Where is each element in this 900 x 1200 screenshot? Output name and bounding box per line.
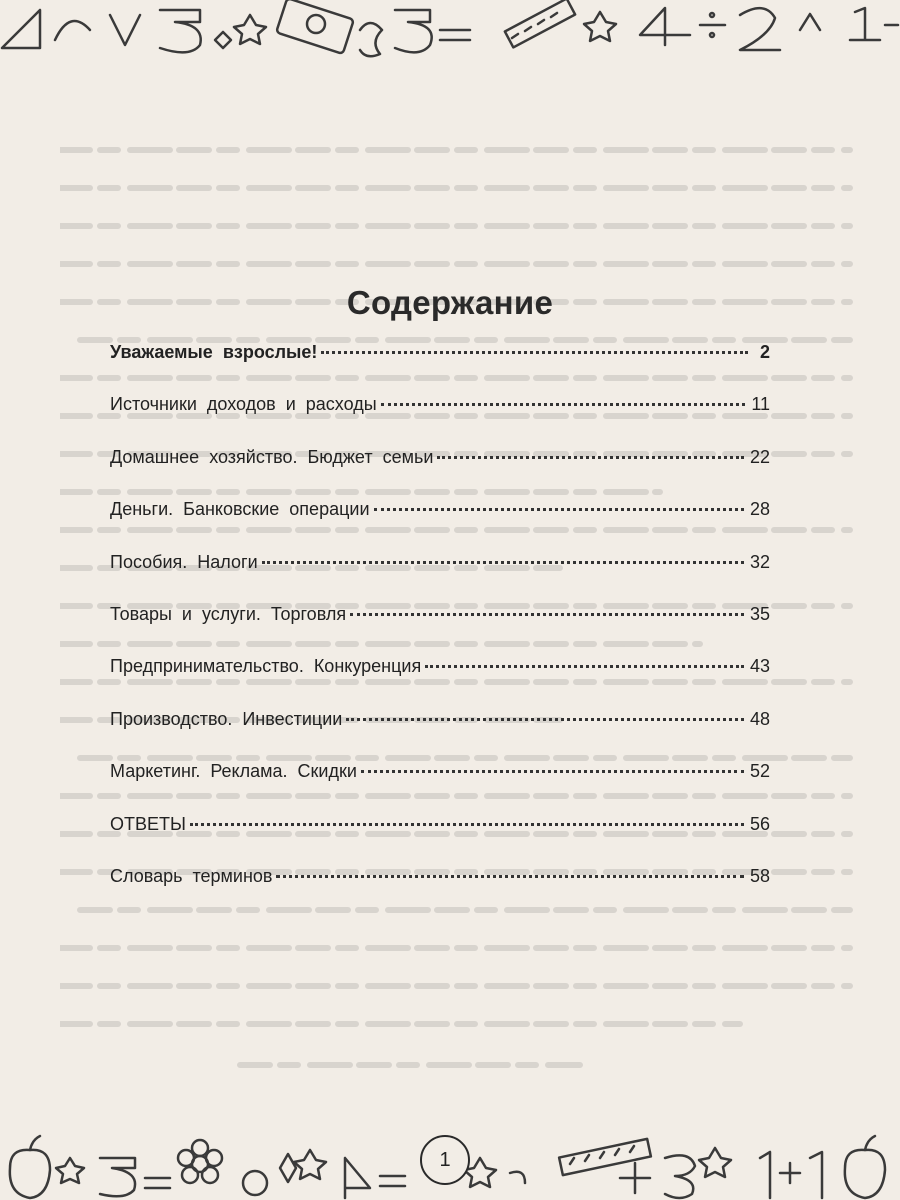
toc-entry-page: 43: [749, 656, 770, 677]
dot-leader: [262, 561, 744, 564]
toc-entry-page: 28: [749, 499, 770, 520]
toc-entry: [110, 656, 770, 708]
toc-entry-title: Деньги. Банковские операции: [110, 499, 370, 520]
toc-entry-page: 32: [749, 551, 770, 572]
dot-leader: [381, 403, 746, 406]
toc-entry: [110, 814, 770, 866]
toc-entry-title: Производство. Инвестиции: [110, 708, 343, 729]
toc-entry-title: Словарь терминов: [110, 865, 273, 886]
toc-entry: [110, 447, 770, 499]
toc-entry-page: 22: [749, 446, 770, 467]
toc-entry: [110, 552, 770, 604]
toc-entry: [110, 866, 770, 918]
toc-entry-page: 58: [749, 865, 770, 886]
toc-entry: [110, 394, 770, 446]
dot-leader: [346, 718, 744, 721]
dot-leader: [190, 823, 744, 826]
toc-entry: [110, 604, 770, 656]
doodle-border-top-icon: [0, 0, 900, 60]
toc-entry-page: 52: [749, 761, 770, 782]
toc-entry: [110, 709, 770, 761]
toc-entry-title: ОТВЕТЫ: [110, 813, 186, 834]
dot-leader: [437, 456, 744, 459]
toc-entry-page: 48: [749, 708, 770, 729]
toc-entry-page: 56: [749, 813, 770, 834]
toc-entry-title: Предпринимательство. Конкуренция: [110, 656, 422, 677]
page-title: Содержание: [346, 284, 554, 322]
toc-entry-title: Уважаемые взрослые!: [110, 342, 318, 362]
dot-leader: [350, 613, 744, 616]
dot-leader: [361, 770, 744, 773]
toc-entry-page: 2: [759, 342, 770, 362]
dot-leader: [321, 351, 748, 354]
dot-leader: [374, 508, 744, 511]
toc-entry-title: Товары и услуги. Торговля: [110, 603, 347, 624]
toc-entry: [110, 342, 770, 394]
toc-entry-title: Пособия. Налоги: [110, 551, 258, 572]
toc-entry-title: Домашнее хозяйство. Бюджет семьи: [110, 446, 434, 467]
dot-leader: [276, 875, 743, 878]
toc-entry: [110, 761, 770, 813]
table-of-contents: [110, 342, 770, 918]
toc-entry-page: 11: [751, 394, 770, 415]
page-number: 1: [420, 1135, 470, 1185]
toc-entry: [110, 499, 770, 551]
toc-entry-title: Источники доходов и расходы: [110, 394, 377, 415]
toc-entry-title: Маркетинг. Реклама. Скидки: [110, 761, 357, 782]
dot-leader: [425, 665, 744, 668]
toc-entry-page: 35: [749, 603, 770, 624]
